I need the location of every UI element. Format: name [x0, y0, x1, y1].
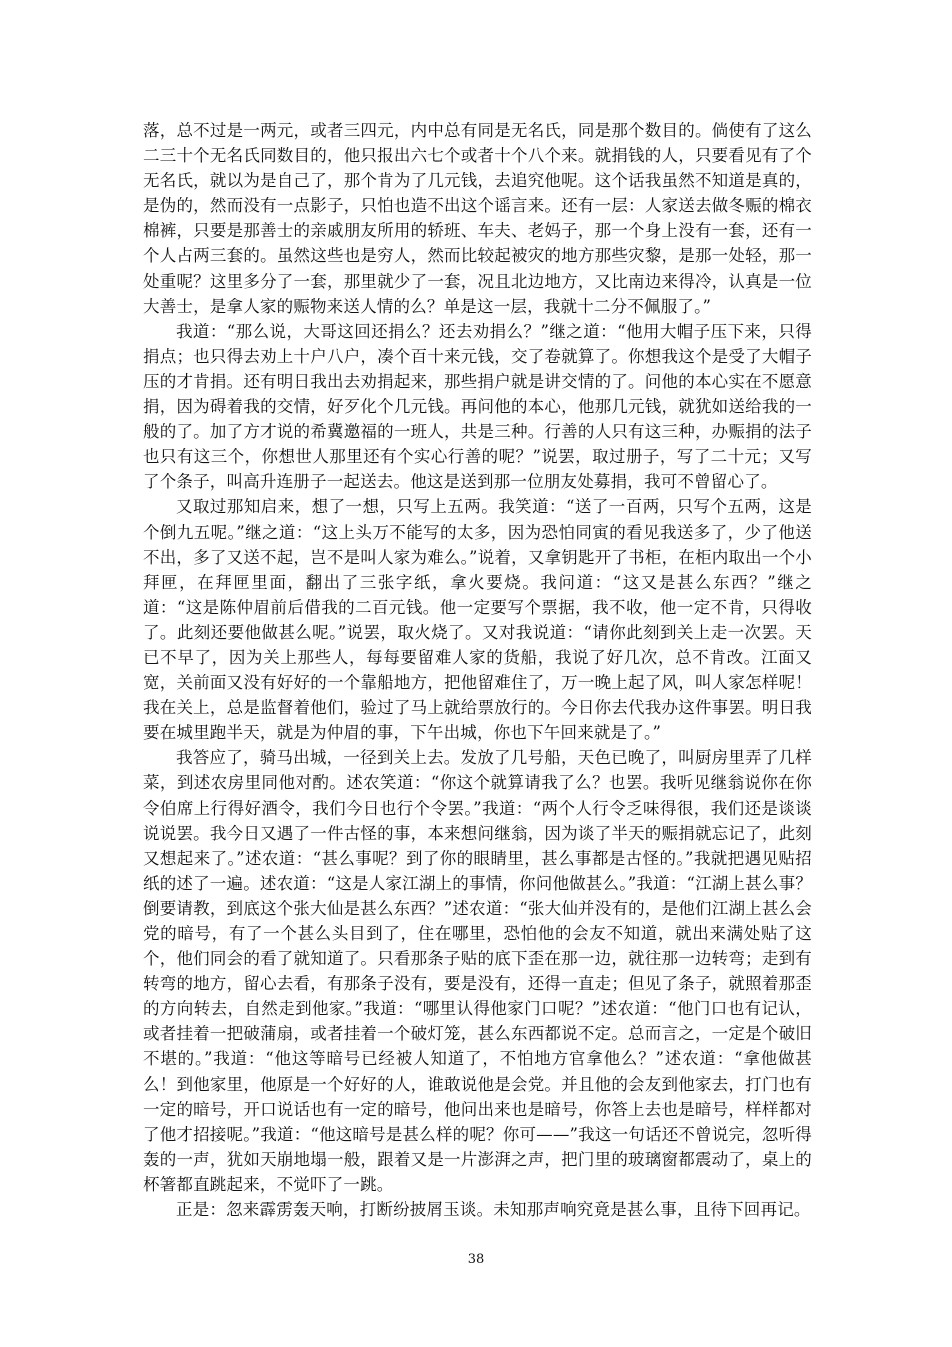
paragraph-continuation: 落，总不过是一两元，或者三四元，内中总有同是无名氏，同是那个数目的。倘使有了这么二三十个无名氏同数目的，他只报出六七个或者十个八个来。就捐钱的人，只要看见有了个无名氏，就以为是自己了，那个肯为了几元钱，去追究他呢。这个话我虽然不知道是真的，是伪的，然而没有一点影子，只怕也造不出这个谣言来。还有一层：人家送去做冬赈的棉衣棉裤，只要是那善士的亲戚朋友所用的轿班、车夫、老妈子，那一个身上没有一套，还有一个人占两三套的。虽然这些也是穷人，然而比较起被灾的地方那些灾黎，是那一处轻，那一处重呢？这里多分了一套，那里就少了一套，况且北边地方，又比南边来得冷，认真是一位大善士，是拿人家的赈物来送人情的么？单是这一层，我就十二分不佩服了。”	[143, 121, 812, 316]
paragraph: 又取过那知启来，想了一想，只写上五两。我笑道：“送了一百两，只写个五两，这是个倒九五呢。”继之道：“这上头万不能写的太多，因为恐怕同寅的看见我送多了，少了他送不出，多了又送不起，岂不是叫人家为难么。”说着，又拿钥匙开了书柜，在柜内取出一个小拜匣，在拜匣里面，翻出了三张字纸，拿火要烧。我问道：“这又是甚么东西？”继之道：“这是陈仲眉前后借我的二百元钱。他一定要写个票据，我不收，他一定不肯，只得收了。此刻还要他做甚么呢。”说罢，取火烧了。又对我说道：“请你此刻到关上走一次罢。天已不早了，因为关上那些人，每每要留难人家的货船，我说了好几次，总不肯改。江面又宽，关前面又没有好好的一个靠船地方，把他留难住了，万一晚上起了风，叫人家怎样呢！我在关上，总是监督着他们，验过了马上就给票放行的。今日你去代我办这件事罢。明日我要在城里跑半天，就是为仲眉的事，下午出城，你也下午回来就是了。”	[143, 497, 812, 743]
page-number: 38	[467, 1252, 485, 1267]
paragraph: 我答应了，骑马出城，一径到关上去。发放了几号船，天色已晚了，叫厨房里弄了几样菜，到述农房里同他对酌。述农笑道：“你这个就算请我了么？也罢。我听见继翁说你在你令伯席上行得好酒令，我们今日也行个令罢。”我道：“两个人行令乏味得很，我们还是谈谈说说罢。我今日又遇了一件古怪的事，本来想问继翁，因为谈了半天的赈捐就忘记了，此刻又想起来了。”述农道：“甚么事呢？到了你的眼睛里，甚么事都是古怪的。”我就把遇见贴招纸的述了一遍。述农道：“这是人家江湖上的事情，你问他做甚么。”我道：“江湖上甚么事？倒要请教，到底这个张大仙是甚么东西？”述农道：“张大仙并没有的，是他们江湖上甚么会党的暗号，有了一个甚么头目到了，住在哪里，恐怕他的会友不知道，就出来满处贴了这个，他们同会的看了就知道了。只看那条子贴的底下歪在那一边，就往那一边转弯；走到有转弯的地方，留心去看，有那条子没有，要是没有，还得一直走；但见了条子，就照着那歪的方向转去，自然走到他家。”我道：“哪里认得他家门口呢？”述农道：“他门口也有记认，或者挂着一把破蒲扇，或者挂着一个破灯笼，甚么东西都说不定。总而言之，一定是个破旧不堪的。”我道：“他这等暗号已经被人知道了，不怕地方官拿他么？”述农道：“拿他做甚么！到他家里，他原是一个好好的人，谁敢说他是会党。并且他的会友到他家去，打门也有一定的暗号，开口说话也有一定的暗号，他问出来也是暗号，你答上去也是暗号，样样都对了他才招接呢。”我道：“他这暗号是甚么样的呢？你可——”我这一句话还不曾说完，忽听得轰的一声，犹如天崩地塌一般，跟着又是一片澎湃之声，把门里的玻璃窗都震动了，桌上的杯箸都直跳起来，不觉吓了一跳。	[143, 748, 812, 1194]
paragraph-closing: 正是：忽来霹雳轰天响，打断纷披屑玉谈。未知那声响究竟是甚么事，且待下回再记。	[176, 1200, 811, 1220]
paragraph: 我道：“那么说，大哥这回还捐么？还去劝捐么？”继之道：“他用大帽子压下来，只得捐点；也只得去劝上十户八户，凑个百十来元钱，交了卷就算了。你想我这个是受了大帽子压的才肯捐。还有明日我出去劝捐起来，那些捐户就是讲交情的了。问他的本心实在不愿意捐，因为碍着我的交情，好歹化个几元钱。再问他的本心，他那几元钱，就犹如送给我的一般的了。加了方才说的希冀邀福的一班人，共是三种。行善的人只有这三种，办赈捐的法子也只有这三个，你想世人那里还有个实心行善的呢？”说罢，取过册子，写了二十元；又写了个条子，叫高升连册子一起送去。他这是送到那一位朋友处募捐，我可不曾留心了。	[143, 321, 812, 492]
body-text	[143, 118, 812, 1222]
